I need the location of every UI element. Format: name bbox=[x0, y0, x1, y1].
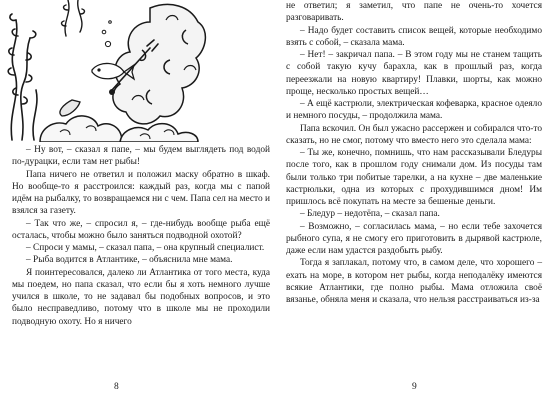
left-page-text bbox=[12, 144, 270, 328]
paragraph: – Возможно, – согласилась мама, – но если тебе захочется рыбного супа, я не смогу его приготовить в дырявой кастрюле, даже если нам удастся раздобыть рыбу. bbox=[286, 221, 542, 256]
paragraph: – А ещё кастрюли, электрическая кофеварка, красное одеяло и немного посуды, – продолжила мама. bbox=[286, 99, 542, 122]
paragraph: – Нет! – закричал папа. – В этом году мы не станем тащить с собой такую кучу барахла, как в прошлый раз, когда переезжали на новую квартиру! Плавки, шорты, как можно проще, несколько простых вещей… bbox=[286, 50, 542, 97]
paragraph: не ответил; я заметил, что папе не очень-то хочется разговаривать. bbox=[286, 1, 542, 24]
page-number-left: 8 bbox=[114, 382, 119, 392]
paragraph: – Так что же, – спросил я, – где-нибудь вообще рыба ещё осталась, чтобы можно было заняться подводной охотой? bbox=[12, 218, 270, 241]
paragraph: Папа ничего не ответил и положил маску обратно в шкаф. Но вообще-то я расстроился: каждый раз, когда мы с папой идём на рыбалку, то возвращаемся ни с чем. Папа сел на место и взялся за газету. bbox=[12, 169, 270, 217]
right-page-text bbox=[286, 0, 542, 306]
paragraph: – Бледур – недотёпа, – сказал папа. bbox=[300, 209, 440, 220]
page-number-right: 9 bbox=[412, 382, 417, 392]
paragraph: – Ты же, конечно, помнишь, что нам рассказывали Бледуры после того, как в прошлом году снимали дом. Из посуды там были только три побитые тарелки, а на кухне – две маленькие кастрюльки, одна из которых с прохудившимся дном! Им пришлось всё покупать на месте за бешеные деньги. bbox=[286, 148, 542, 207]
paragraph: – Ну вот, – сказал я папе, – мы будем выглядеть под водой по-дурацки, если там нет рыбы! bbox=[12, 145, 270, 168]
paragraph: Папа вскочил. Он был ужасно рассержен и собирался что-то сказать, но не смог, потому что вместо него это сделала мама: bbox=[286, 123, 542, 146]
paragraph: – Рыба водится в Атлантике, – объяснила мне мама. bbox=[26, 255, 233, 266]
paragraph: Я поинтересовался, далеко ли Атлантика от того места, куда мы поедем, но папа сказал, что если бы я хоть немного лучше учился в школе, то не задавал бы подобных вопросов, и это было несправедливо, потому что в школе мы не проходили подводную охоту. Но я ничего bbox=[12, 267, 270, 327]
paragraph: Тогда я заплакал, потому что, в самом деле, что хорошего – ехать на море, в котором нет рыбы, когда неподалёку имеются всякие Атлантики, где полно рыбы. Мама отложила своё вязанье, обняла меня и сказала, что нельзя расстраиваться из-за bbox=[286, 258, 542, 305]
paragraph: – Спроси у мамы, – сказал папа, – она крупный специалист. bbox=[26, 243, 265, 253]
paragraph: – Надо будет составить список вещей, которые необходимо взять с собой, – сказала мама. bbox=[286, 25, 542, 48]
underwater-illustration bbox=[0, 0, 275, 142]
